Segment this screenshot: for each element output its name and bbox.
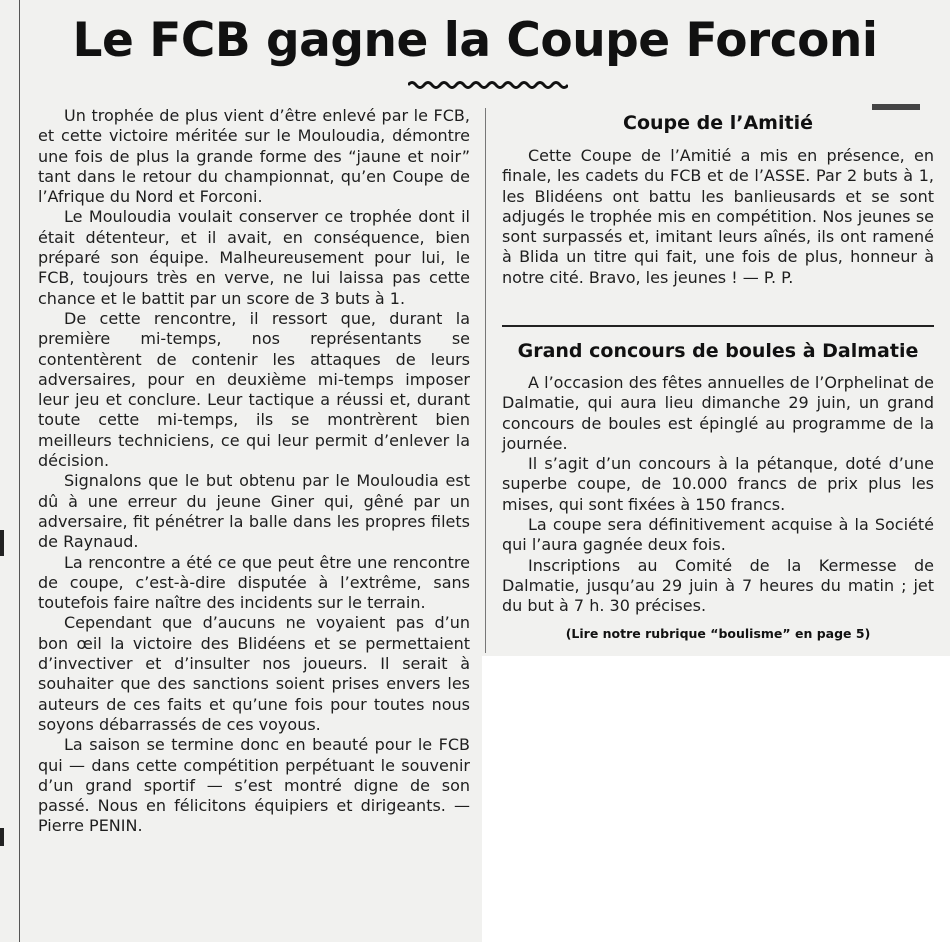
- amitie-section-body: [502, 146, 934, 288]
- boules-section-title: Grand concours de boules à Dalmatie: [517, 340, 919, 362]
- boules-section-body: [502, 373, 934, 617]
- margin-ink-mark: [0, 530, 4, 556]
- column-divider: [485, 108, 486, 653]
- boules-paragraph: La coupe sera définitivement acquise à la Société qui l’aura gagnée deux fois.: [502, 515, 934, 555]
- section-rule: [502, 325, 934, 327]
- headline-ornament: [408, 80, 568, 90]
- article-paragraph: De cette rencontre, il ressort que, durant la première mi-temps, nos représentants se contentèrent de contenir les attaques de leurs adversaires, pour en deuxième mi-temps imposer leur jeu et conclure. Leur tactique a réussi et, durant toute cette mi-temps, ils se montrèrent bien meilleurs techniciens, ce qui leur permit d’enlever la décision.: [38, 308, 470, 471]
- adjacent-column-edge: [19, 0, 20, 942]
- amitie-section-title: Coupe de l’Amitié: [623, 112, 813, 134]
- boules-paragraph: Il s’agit d’un concours à la pétanque, doté d’une superbe coupe, de 10.000 francs de prix plus les mises, qui sont fixées à 150 francs.: [502, 454, 934, 514]
- amitie-paragraph: Cette Coupe de l’Amitié a mis en présence, en finale, les cadets du FCB et de l’ASSE. Par 2 buts à 1, les Blidéens ont battu les banlieusards et se sont adjugés le trophée mis en compétition. Nos jeunes se sont surpassés et, imitant leurs aînés, ils ont ramené à Blida un titre qui fait, une fois de plus, honneur à notre cité. Bravo, les jeunes ! — P. P.: [502, 146, 934, 287]
- margin-ink-mark: [0, 828, 4, 846]
- boules-paragraph: Inscriptions au Comité de la Kermesse de Dalmatie, jusqu’au 29 juin à 7 heures du matin ; jet du but à 7 h. 30 précises.: [502, 555, 934, 616]
- main-article-body: [38, 106, 470, 837]
- article-paragraph: La rencontre a été ce que peut être une rencontre de coupe, c’est-à-dire disputée à l’extrême, sans toutefois faire naître des incidents sur le terrain.: [38, 552, 470, 613]
- article-paragraph: Signalons que le but obtenu par le Mouloudia est dû à une erreur du jeune Giner qui, gêné par un adversaire, fit pénétrer la balle dans les propres filets de Raynaud.: [38, 471, 470, 552]
- article-paragraph: Un trophée de plus vient d’être enlevé par le FCB, et cette victoire méritée sur le Mouloudia, démontre une fois de plus la grande forme des “jaune et noir” tant dans le retour du championnat, qu’en Coupe de l’Afrique du Nord et Forconi.: [38, 106, 470, 207]
- boules-page-reference-note: (Lire notre rubrique “boulisme” en page 5): [565, 626, 871, 641]
- boules-paragraph: A l’occasion des fêtes annuelles de l’Orphelinat de Dalmatie, qui aura lieu dimanche 29 juin, un grand concours de boules est épinglé au programme de la journée.: [502, 373, 934, 453]
- article-paragraph: Le Mouloudia voulait conserver ce trophée dont il était détenteur, et il avait, en conséquence, bien préparé son équipe. Malheureusement pour lui, le FCB, toujours très en verve, ne lui laissa pas cette chance et le battit par un score de 3 buts à 1.: [38, 207, 470, 308]
- article-paragraph: La saison se termine donc en beauté pour le FCB qui — dans cette compétition perpétuant le souvenir d’un grand sportif — s’est montré digne de son passé. Nous en félicitons équipiers et dirigeants. — Pierre PENIN.: [38, 735, 470, 836]
- article-headline: Le FCB gagne la Coupe Forconi: [72, 13, 878, 68]
- article-paragraph: Cependant que d’aucuns ne voyaient pas d’un bon œil la victoire des Blidéens et se permettaient d’invectiver et d’insulter nos joueurs. Il serait à souhaiter que des sanctions soient prises envers les auteurs de ces faits et qu’une fois pour toutes nous soyons débarrassés de ces voyous.: [38, 613, 470, 734]
